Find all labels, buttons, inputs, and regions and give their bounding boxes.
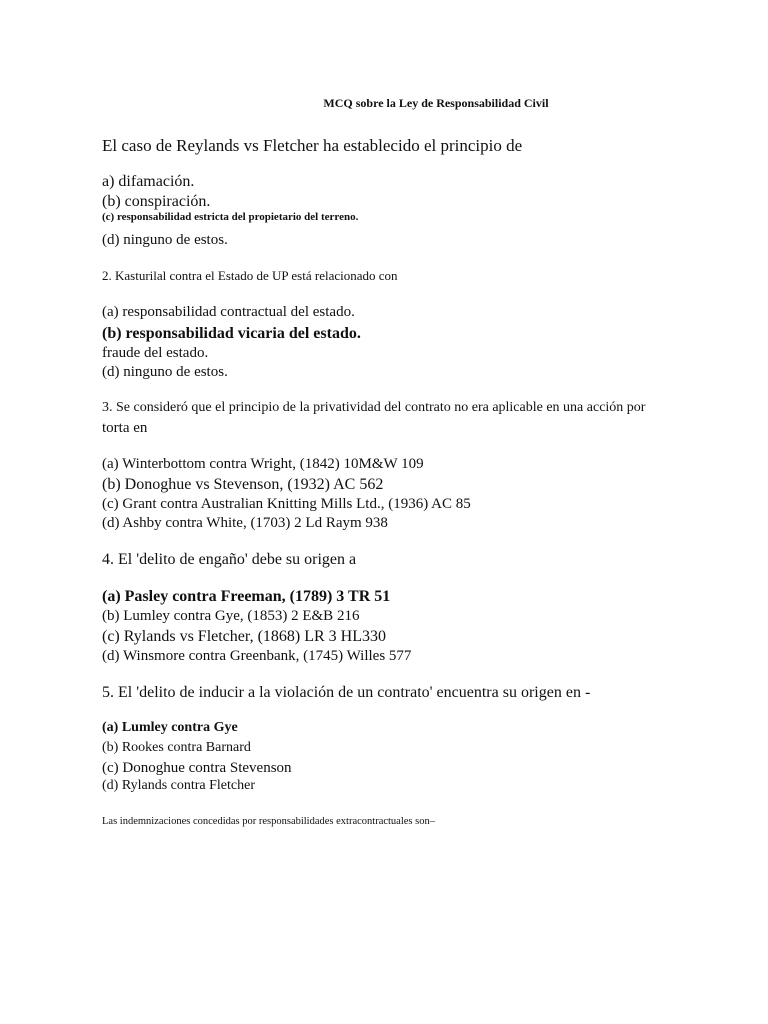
document-title: MCQ sobre la Ley de Responsabilidad Civil — [323, 96, 549, 110]
question-1-text: El caso de Reylands vs Fletcher ha establecido el principio de — [102, 136, 523, 155]
question-6-text: Las indemnizaciones concedidas por responsabilidades extracontractuales son– — [102, 816, 435, 827]
q2-option-d: (d) ninguno de estos. — [102, 364, 228, 380]
q3-option-b: (b) Donoghue vs Stevenson, (1932) AC 562 — [102, 476, 384, 493]
question-3-text-line1: 3. Se consideró que el principio de la privatividad del contrato no era aplicable en una acción por — [102, 400, 646, 415]
q2-option-a: (a) responsabilidad contractual del estado. — [102, 304, 355, 320]
q1-option-b: (b) conspiración. — [102, 193, 211, 210]
q5-option-b: (b) Rookes contra Barnard — [102, 740, 251, 755]
q4-option-c: (c) Rylands vs Fletcher, (1868) LR 3 HL330 — [102, 628, 386, 645]
q4-option-a: (a) Pasley contra Freeman, (1789) 3 TR 51 — [102, 588, 391, 605]
q3-option-c: (c) Grant contra Australian Knitting Mills Ltd., (1936) AC 85 — [102, 496, 471, 512]
q4-option-d: (d) Winsmore contra Greenbank, (1745) Willes 577 — [102, 648, 412, 664]
q2-option-b: (b) responsabilidad vicaria del estado. — [102, 325, 361, 342]
q2-option-c: fraude del estado. — [102, 345, 209, 361]
question-3-text-line2: torta en — [102, 420, 148, 436]
q1-option-d: (d) ninguno de estos. — [102, 232, 228, 248]
q3-option-a: (a) Winterbottom contra Wright, (1842) 10M&W 109 — [102, 456, 424, 472]
q5-option-d: (d) Rylands contra Fletcher — [102, 778, 256, 793]
q1-option-a: a) difamación. — [102, 173, 195, 190]
q1-option-c: (c) responsabilidad estricta del propietario del terreno. — [102, 211, 359, 223]
question-5-text: 5. El 'delito de inducir a la violación de un contrato' encuentra su origen en - — [102, 684, 591, 701]
q5-option-c: (c) Donoghue contra Stevenson — [102, 760, 292, 776]
q4-option-b: (b) Lumley contra Gye, (1853) 2 E&B 216 — [102, 608, 360, 624]
q3-option-d: (d) Ashby contra White, (1703) 2 Ld Raym 938 — [102, 515, 388, 531]
q5-option-a: (a) Lumley contra Gye — [102, 720, 238, 735]
question-2-text: 2. Kasturilal contra el Estado de UP está relacionado con — [102, 268, 398, 283]
question-4-text: 4. El 'delito de engaño' debe su origen a — [102, 551, 357, 568]
